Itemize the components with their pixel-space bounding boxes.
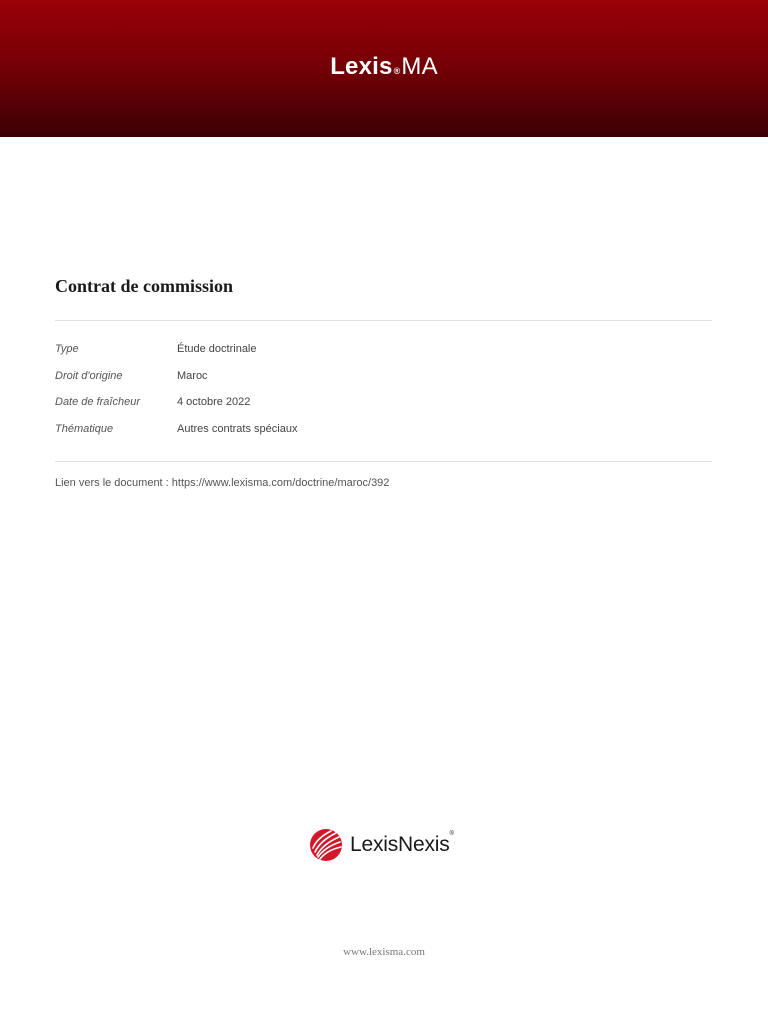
lexisnexis-logo [309,828,454,862]
brand-ma: MA [401,53,438,80]
divider-top [55,320,712,321]
meta-label: Type [55,343,79,355]
meta-value: 4 octobre 2022 [177,396,251,408]
footer-url[interactable]: www.lexisma.com [343,946,425,958]
meta-label: Droit d'origine [55,369,123,382]
meta-row-origin-law [55,365,712,392]
brand-registered-mark: ® [393,66,401,76]
meta-row-theme [55,418,712,445]
document-title: Contrat de commission [55,276,233,296]
meta-row-type [55,338,712,365]
meta-label: Thématique [55,422,114,435]
document-link[interactable]: Lien vers le document : https://www.lexisma.com/doctrine/maroc/392 [55,477,390,489]
meta-value: Autres contrats spéciaux [177,422,298,435]
meta-row-freshness-date [55,391,712,418]
lexisnexis-knowledge-burst-icon [309,828,343,862]
logo-registered-mark: ® [449,831,454,837]
divider-bottom [55,461,712,462]
meta-value: Maroc [177,369,208,382]
lexisnexis-wordmark [350,833,454,857]
brand-lexis: Lexis [330,53,393,80]
document-metadata [55,338,712,444]
lexisnexis-text: LexisNexis [350,833,450,856]
header-banner [0,0,768,137]
meta-value: Étude doctrinale [177,343,257,355]
lexisma-logo [0,52,768,82]
meta-label: Date de fraîcheur [55,396,140,408]
